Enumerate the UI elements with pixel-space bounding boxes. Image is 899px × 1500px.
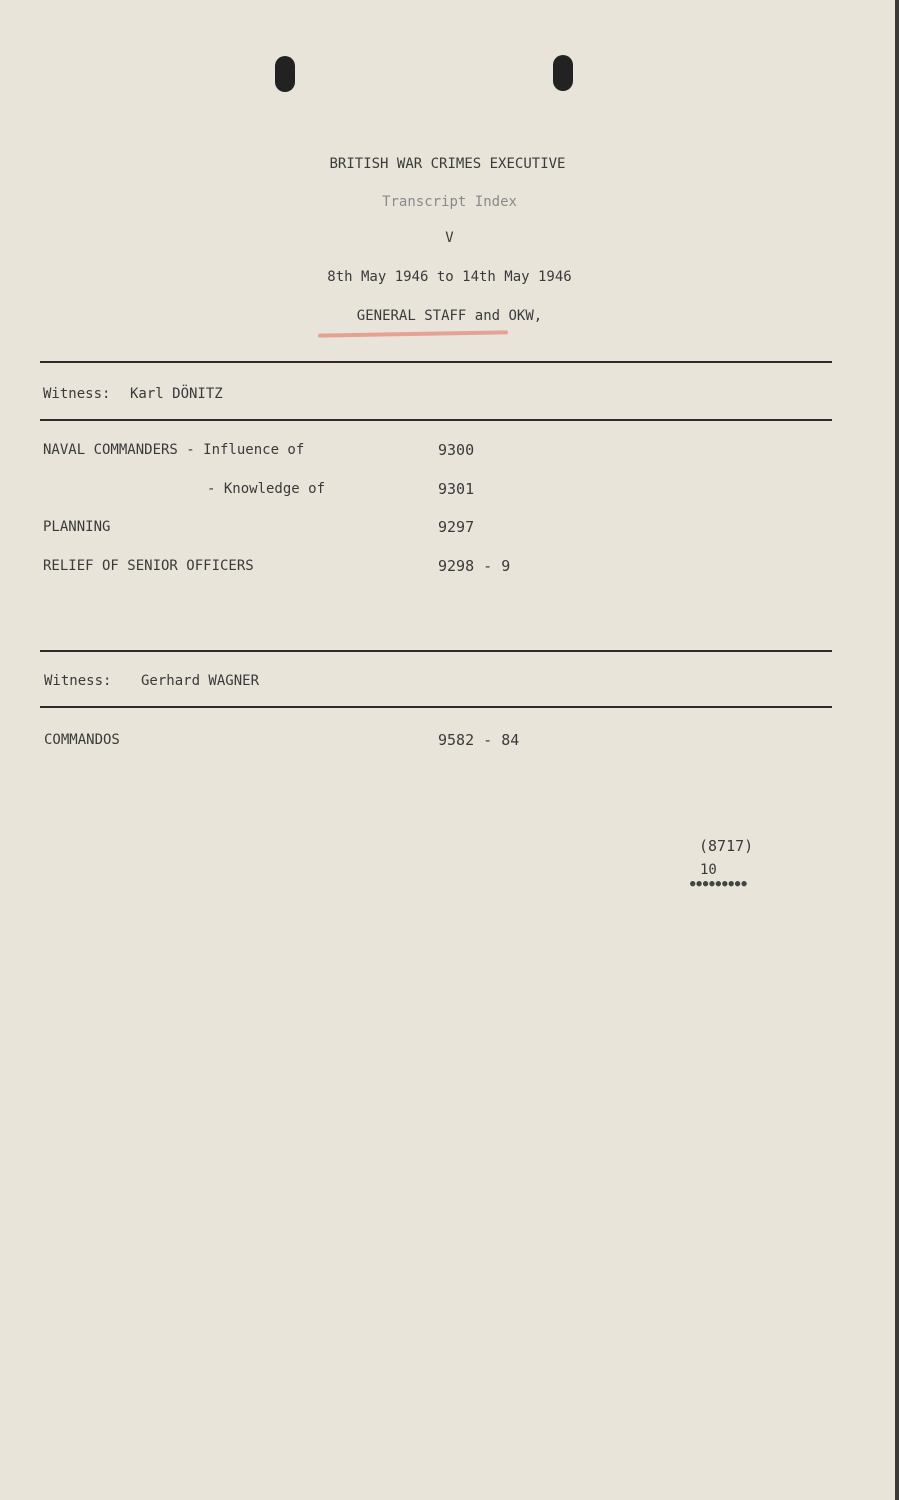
divider	[40, 419, 832, 421]
volume-number: V	[445, 230, 454, 246]
date-range: 8th May 1946 to 14th May 1946	[327, 269, 572, 285]
perforation-dots: ●●●●●●●●●	[690, 879, 748, 889]
witness-label: Witness:	[44, 673, 112, 689]
document-subtitle: Transcript Index	[382, 194, 517, 210]
page-reference: 9297	[438, 518, 475, 536]
divider	[40, 706, 832, 708]
punch-hole-right	[553, 55, 573, 91]
divider	[40, 361, 832, 363]
reference-number: 10	[700, 862, 717, 878]
index-subject: PLANNING	[43, 519, 111, 535]
index-subject: COMMANDOS	[44, 732, 120, 748]
org-title: BRITISH WAR CRIMES EXECUTIVE	[329, 156, 566, 172]
index-subject: RELIEF OF SENIOR OFFICERS	[43, 558, 254, 574]
page-reference: 9582 - 84	[438, 731, 520, 749]
page-reference: 9301	[438, 480, 475, 498]
punch-hole-left	[275, 56, 295, 92]
topic-heading: GENERAL STAFF and OKW,	[356, 308, 543, 324]
index-subject: NAVAL COMMANDERS - Influence of	[43, 442, 305, 458]
red-underline	[318, 330, 508, 337]
divider	[40, 650, 832, 652]
witness-name: Karl DÖNITZ	[130, 386, 223, 402]
index-subject: - Knowledge of	[207, 481, 326, 497]
witness-name: Gerhard WAGNER	[141, 673, 260, 689]
page-reference: 9300	[438, 441, 475, 459]
reference-code: (8717)	[699, 837, 754, 855]
page-reference: 9298 - 9	[438, 557, 511, 575]
witness-label: Witness:	[43, 386, 111, 402]
